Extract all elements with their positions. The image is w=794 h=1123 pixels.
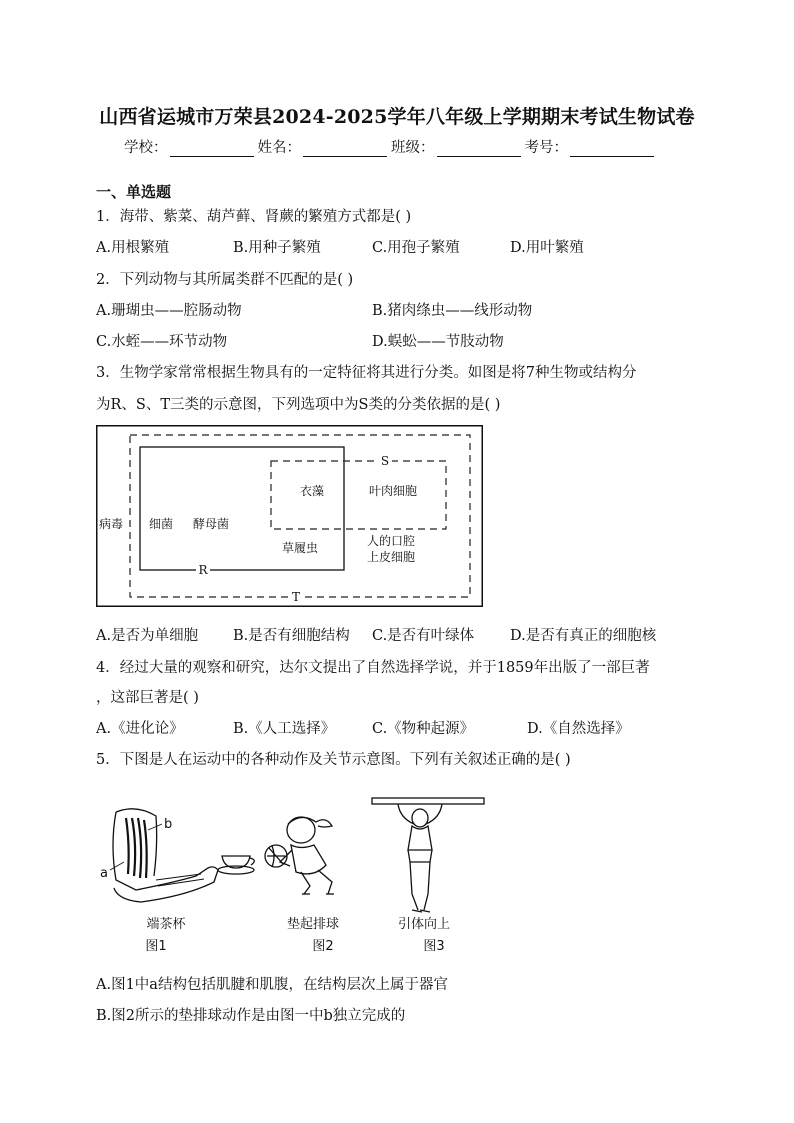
label-oral-cell-line-2: 上皮细胞 [367, 550, 416, 564]
question-3-stem-line-1: 3．生物学家常常根据生物具有的一定特征将其进行分类。如图是将7种生物或结构分 [96, 365, 637, 381]
name-blank [303, 140, 387, 157]
name-label: 姓名： [257, 140, 301, 156]
pointer-b [148, 824, 162, 830]
question-4-option-b: B.《人工选择》 [233, 721, 336, 737]
question-1-option-c: C.用孢子繁殖 [372, 240, 460, 256]
question-4-option-d: D.《自然选择》 [527, 721, 630, 737]
figure-number-3: 图3 [423, 939, 445, 954]
section-heading: 一、单选题 [96, 183, 172, 201]
pointer-a [110, 862, 124, 870]
exam-number-blank [570, 140, 654, 157]
question-5-option-a: A.图1中a结构包括肌腱和肌腹，在结构层次上属于器官 [96, 977, 448, 993]
page-title: 山西省运城市万荣县2024-2025学年八年级上学期期末考试生物试卷 [99, 106, 695, 128]
question-1-stem: 1．海带、紫菜、葫芦藓、肾蕨的繁殖方式都是( ) [96, 209, 412, 225]
mark-b: b [164, 817, 173, 832]
volleyball-girl-drawing [265, 817, 334, 894]
group-s-box [271, 461, 446, 529]
caption-pull-up: 引体向上 [397, 917, 451, 932]
question-2-stem: 2．下列动物与其所属类群不匹配的是( ) [96, 272, 354, 288]
school-label: 学校： [124, 140, 168, 156]
question-3-option-d: D.是否有真正的细胞核 [510, 628, 657, 644]
label-oral-cell-line-1: 人的口腔 [367, 534, 416, 548]
question-5-stem: 5．下图是人在运动中的各种动作及关节示意图。下列有关叙述正确的是( ) [96, 752, 571, 768]
question-1-option-a: A.用根繁殖 [96, 240, 170, 256]
group-t-box [130, 435, 470, 597]
question-4-stem-line-1: 4．经过大量的观察和研究，达尔文提出了自然选择学说，并于1859年出版了一部巨著 [96, 660, 650, 676]
question-2-option-c: C.水蛭——环节动物 [96, 334, 228, 350]
label-yeast: 酵母菌 [193, 517, 230, 531]
question-2-option-b: B.猪肉绦虫——线形动物 [372, 303, 533, 319]
class-blank [437, 140, 521, 157]
arm-holding-cup-drawing [113, 809, 254, 902]
label-virus: 病毒 [99, 517, 124, 531]
question-4-option-c: C.《物种起源》 [372, 721, 475, 737]
class-label: 班级： [391, 140, 435, 156]
pull-up-drawing [372, 798, 484, 912]
question-4-option-a: A.《进化论》 [96, 721, 184, 737]
movement-figure [96, 790, 516, 960]
exam-number-label: 考号： [524, 140, 568, 156]
question-4-stem-line-2: ，这部巨著是( ) [96, 690, 199, 706]
label-t: T [291, 590, 301, 604]
label-s: S [380, 454, 390, 468]
question-5-option-b: B.图2所示的垫排球动作是由图一中b独立完成的 [96, 1008, 406, 1024]
classification-diagram [96, 425, 483, 607]
caption-holding-cup: 端茶杯 [146, 917, 186, 932]
school-blank [170, 140, 254, 157]
question-2-option-d: D.蜈蚣——节肢动物 [372, 334, 504, 350]
student-info-row [124, 136, 658, 157]
label-lichen: 衣藻 [300, 484, 325, 498]
question-1-option-b: B.用种子繁殖 [233, 240, 321, 256]
label-bacteria: 细菌 [149, 517, 174, 531]
question-2-option-a: A.珊瑚虫——腔肠动物 [96, 303, 242, 319]
question-3-option-a: A.是否为单细胞 [96, 628, 199, 644]
question-3-stem-line-2: 为R、S、T三类的示意图，下列选项中为S类的分类依据的是( ) [96, 397, 501, 413]
figure-number-2: 图2 [312, 939, 334, 954]
label-r: R [198, 563, 208, 577]
diagram-frame [97, 426, 483, 607]
mark-a: a [100, 866, 108, 881]
figure-number-1: 图1 [145, 939, 167, 954]
question-3-option-c: C.是否有叶绿体 [372, 628, 475, 644]
question-1-option-d: D.用叶繁殖 [510, 240, 584, 256]
caption-bumping-volleyball: 垫起排球 [286, 917, 340, 932]
label-leaf-cell: 叶肉细胞 [369, 484, 418, 498]
label-paramecium: 草履虫 [282, 541, 319, 555]
question-3-option-b: B.是否有细胞结构 [233, 628, 350, 644]
